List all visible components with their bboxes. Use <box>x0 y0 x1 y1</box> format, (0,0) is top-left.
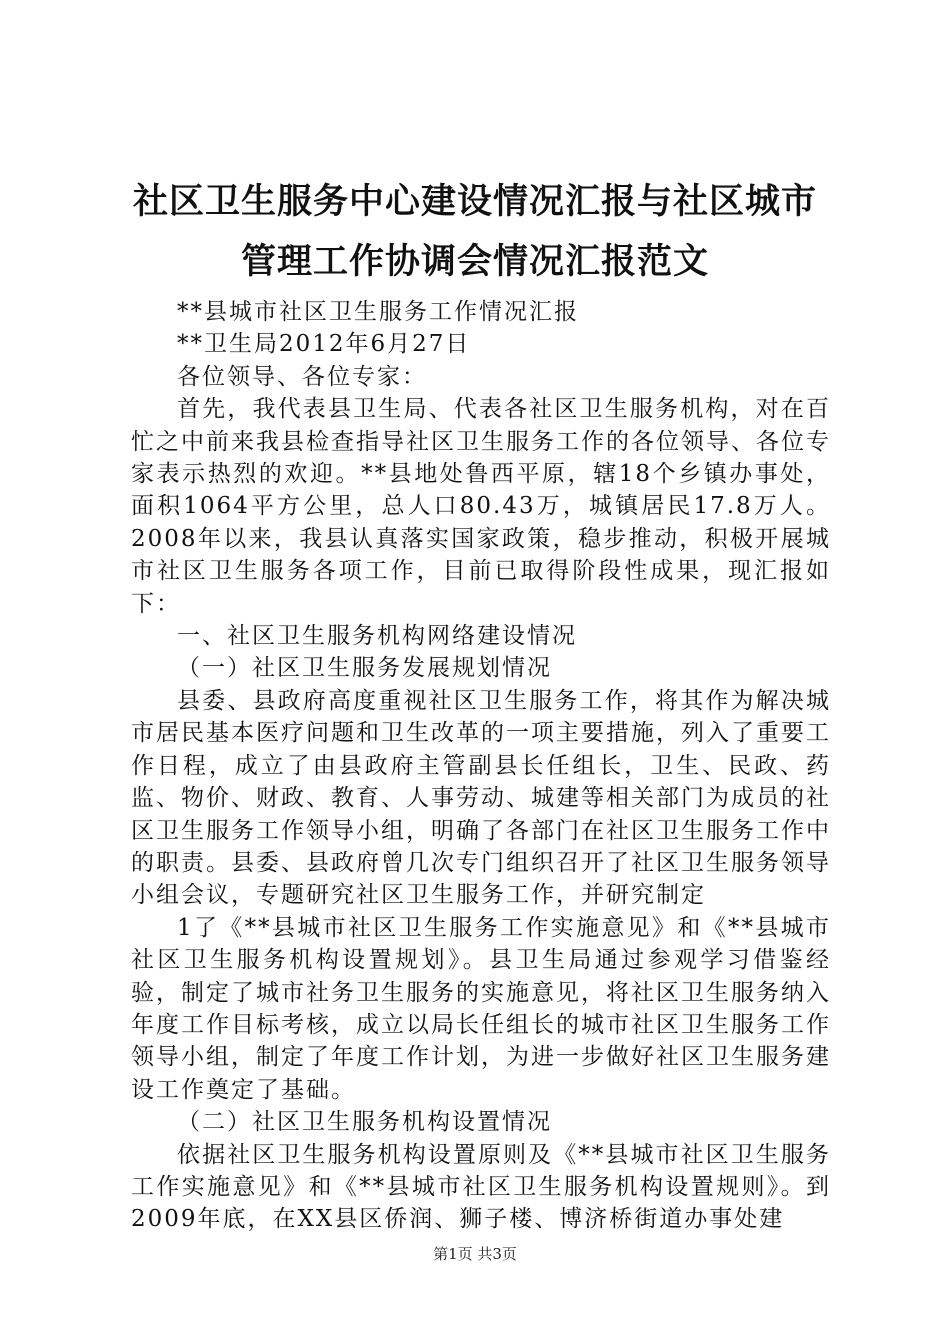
salutation: 各位领导、各位专家： <box>177 363 427 390</box>
document-title: 社区卫生服务中心建设情况汇报与社区城市管理工作协调会情况汇报范文 <box>132 181 817 282</box>
body-paragraph: 1了《**县城市社区卫生服务工作实施意见》和《**县城市社区卫生服务机构设置规划》。县卫生局通过参观学习借鉴经验，制定了城市社务卫生服务的实施意见，将社区卫生服务纳入年度工作目标考核，成立以局长任组长的城市社区卫生服务工作领导小组，制定了年度工作计划，为进一步做好社区卫生服务建设工作奠定了基础。 <box>131 914 831 1103</box>
section-heading-1: 一、社区卫生服务机构网络建设情况 <box>177 623 577 650</box>
page-number: 第1页 共3页 <box>433 1245 517 1263</box>
intro-paragraph: 首先，我代表县卫生局、代表各社区卫生服务机构，对在百忙之中前来我县检查指导社区卫生服务工作的各位领导、各位专家表示热烈的欢迎。**县地处鲁西平原，辖18个乡镇办事处，面积1064平方公里，总人口80.43万，城镇居民17.8万人。2008年以来，我县认真落实国家政策，稳步推动，积极开展城市社区卫生服务各项工作，目前已取得阶段性成果，现汇报如下： <box>131 396 831 617</box>
report-author-date: **卫生局2012年6月27日 <box>177 331 471 358</box>
subsection-heading-2: （二）社区卫生服务机构设置情况 <box>177 1109 552 1136</box>
report-heading: **县城市社区卫生服务工作情况汇报 <box>177 299 579 325</box>
document-body <box>131 296 831 1236</box>
body-paragraph: 县委、县政府高度重视社区卫生服务工作，将其作为解决城市居民基本医疗问题和卫生改革的一项主要措施，列入了重要工作日程，成立了由县政府主管副县长任组长，卫生、民政、药监、物价、财政、教育、人事劳动、城建等相关部门为成员的社区卫生服务工作领导小组，明确了各部门在社区卫生服务工作中的职责。县委、县政府曾几次专门组织召开了社区卫生服务领导小组会议，专题研究社区卫生服务工作，并研究制定 <box>131 687 831 909</box>
body-paragraph: 依据社区卫生服务机构设置原则及《**县城市社区卫生服务工作实施意见》和《**县城市社区卫生服务机构设置规则》。到2009年底，在XX县区侨润、狮子楼、博济桥街道办事处建 <box>131 1141 831 1233</box>
subsection-heading-1: （一）社区卫生服务发展规划情况 <box>177 655 552 682</box>
